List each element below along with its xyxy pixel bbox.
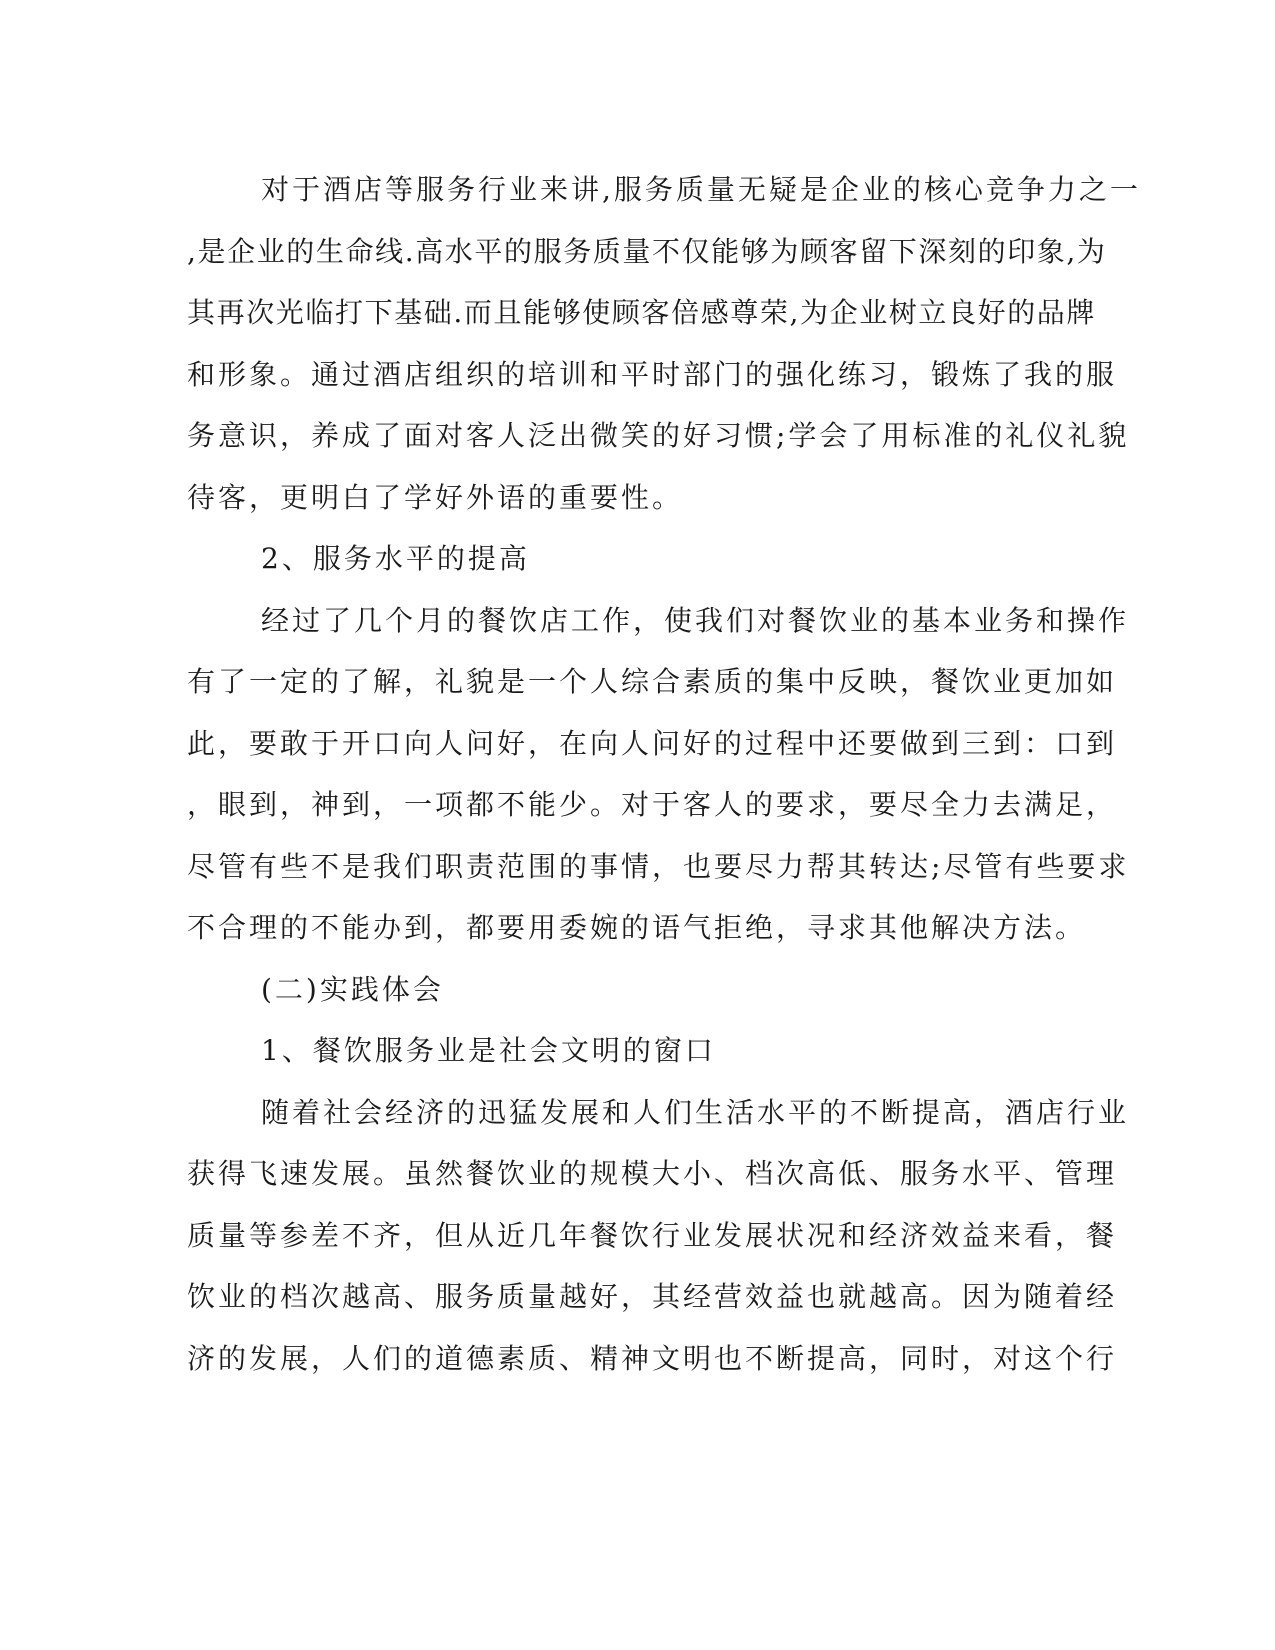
paragraph-line: 随着社会经济的迅猛发展和人们生活水平的不断提高，酒店行业 <box>261 1095 1130 1129</box>
paragraph-line: 待客，更明白了学好外语的重要性。 <box>187 480 684 514</box>
section-heading: (二)实践体会 <box>261 972 444 1006</box>
paragraph-line: 不合理的不能办到，都要用委婉的语气拒绝，寻求其他解决方法。 <box>187 911 1087 944</box>
paragraph-line: 济的发展，人们的道德素质、精神文明也不断提高，同时，对这个行 <box>187 1341 1118 1375</box>
paragraph-line: 务意识，养成了面对客人泛出微笑的好习惯;学会了用标准的礼仪礼貌 <box>187 419 1130 452</box>
document-body <box>187 159 1141 1389</box>
paragraph-line: 经过了几个月的餐饮店工作，使我们对餐饮业的基本业务和操作 <box>261 603 1130 637</box>
paragraph-line: 饮业的档次越高、服务质量越好，其经营效益也就越高。因为随着经 <box>187 1280 1118 1313</box>
paragraph-line: 尽管有些不是我们职责范围的事情，也要尽力帮其转达;尽管有些要求 <box>187 849 1130 883</box>
paragraph-line: 获得飞速发展。虽然餐饮业的规模大小、档次高低、服务水平、管理 <box>187 1157 1118 1190</box>
paragraph-line: 有了一定的了解，礼貌是一个人综合素质的集中反映，餐饮业更加如 <box>187 665 1118 698</box>
paragraph-line: 其再次光临打下基础.而且能够使顾客倍感尊荣,为企业树立良好的品牌 <box>187 296 1097 329</box>
section-heading: 2、服务水平的提高 <box>261 542 530 575</box>
paragraph-line: 和形象。通过酒店组织的培训和平时部门的强化练习，锻炼了我的服 <box>187 357 1118 391</box>
paragraph-line: 对于酒店等服务行业来讲,服务质量无疑是企业的核心竞争力之一 <box>261 173 1141 206</box>
paragraph-line: 此，要敢于开口向人问好，在向人问好的过程中还要做到三到：口到 <box>187 726 1118 760</box>
subsection-heading: 1、餐饮服务业是社会文明的窗口 <box>261 1034 716 1067</box>
paragraph-line: ，眼到，神到，一项都不能少。对于客人的要求，要尽全力去满足， <box>187 788 1118 821</box>
paragraph-line: ,是企业的生命线.高水平的服务质量不仅能够为顾客留下深刻的印象,为 <box>187 234 1107 268</box>
paragraph-line: 质量等参差不齐，但从近几年餐饮行业发展状况和经济效益来看，餐 <box>187 1218 1118 1252</box>
